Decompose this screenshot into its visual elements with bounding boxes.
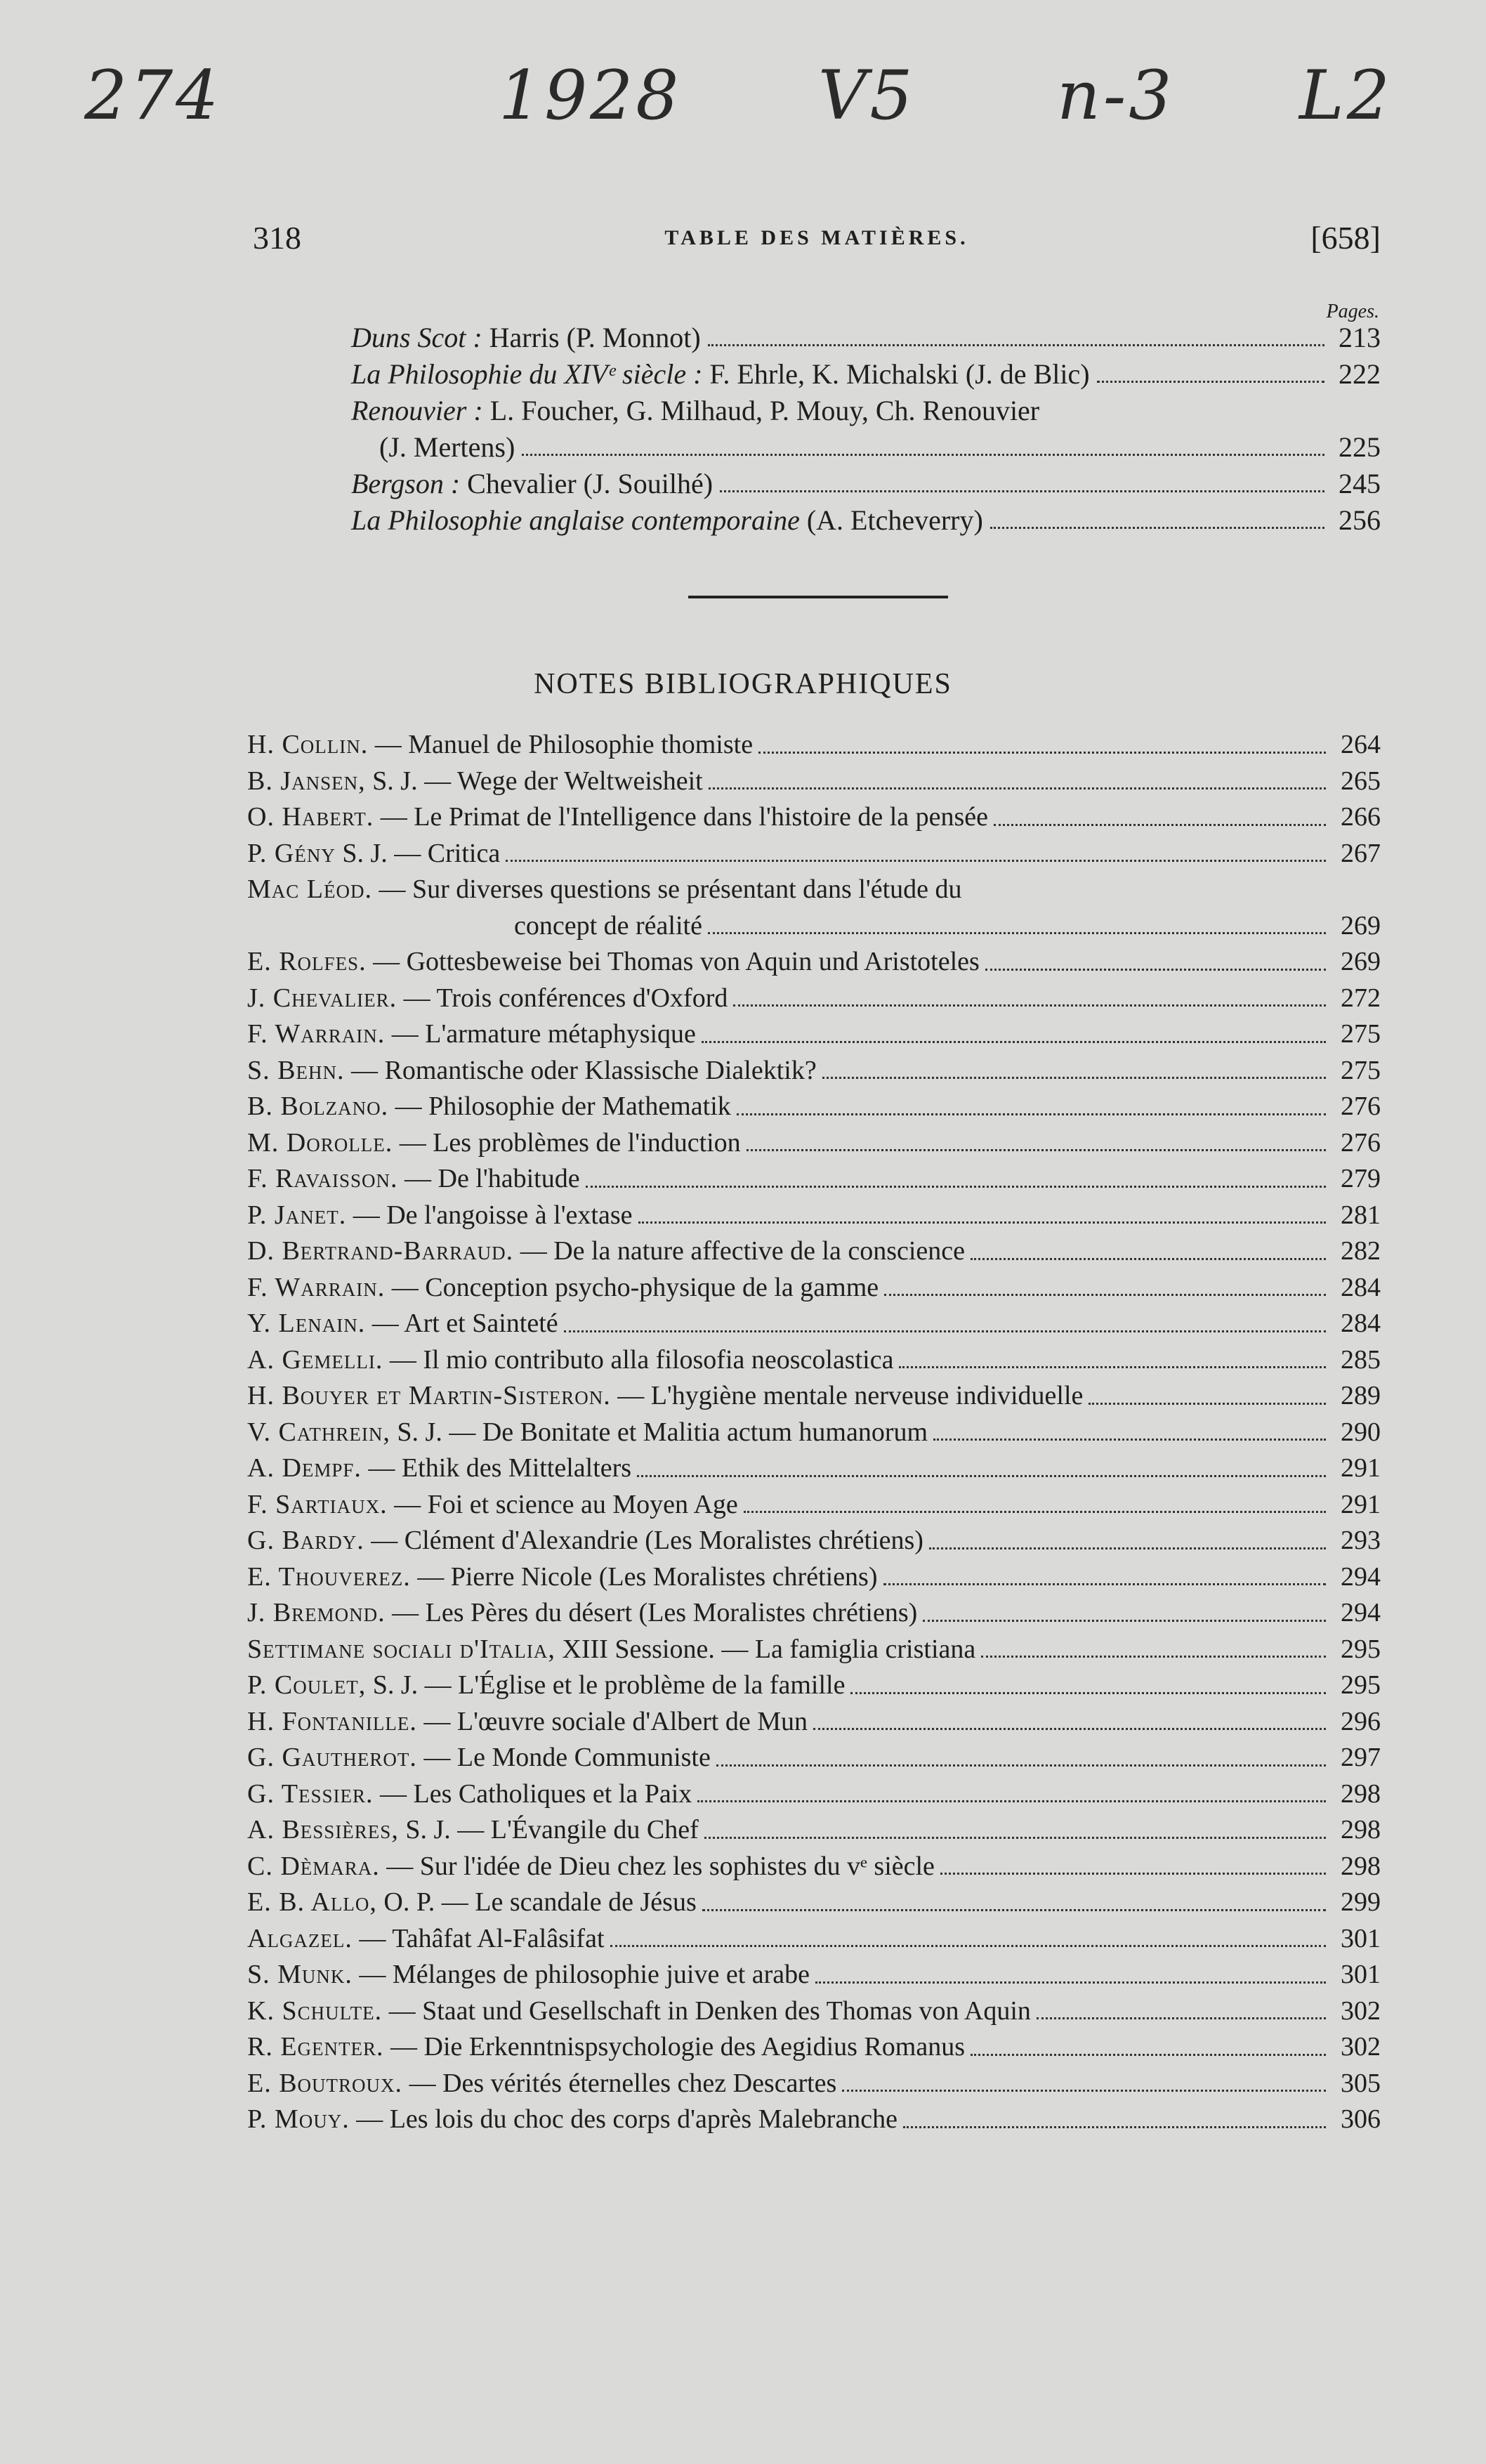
note-entry xyxy=(247,764,1381,800)
dot-leader xyxy=(929,1547,1326,1549)
note-entry xyxy=(247,1198,1381,1234)
note-page: 295 xyxy=(1341,1634,1381,1664)
note-text xyxy=(247,2066,836,2102)
note-author: Mac Léod. xyxy=(247,874,372,904)
note-author: H. Collin. xyxy=(247,730,369,759)
note-title: S. J. — Wege der Weltweisheit xyxy=(365,766,703,796)
dot-leader xyxy=(933,1439,1326,1441)
note-title: — Manuel de Philosophie thomiste xyxy=(368,730,754,759)
note-title: — Trois conférences d'Oxford xyxy=(397,983,728,1013)
notes-list xyxy=(247,727,1381,2138)
note-title: — Clément d'Alexandrie (Les Moralistes chrétiens) xyxy=(364,1526,923,1555)
entry-text: L. Foucher, G. Milhaud, P. Mouy, Ch. Renouvier xyxy=(482,395,1040,426)
note-text xyxy=(247,1885,697,1921)
note-page: 289 xyxy=(1341,1381,1381,1410)
entry-subject: La Philosophie anglaise contemporaine xyxy=(351,504,800,536)
note-entry xyxy=(247,1776,1381,1813)
note-entry xyxy=(247,1523,1381,1559)
dot-leader xyxy=(940,1873,1326,1875)
dot-leader xyxy=(610,1945,1326,1947)
note-title: — Mélanges de philosophie juive et arabe xyxy=(352,1960,810,1989)
note-page: 267 xyxy=(1341,838,1381,868)
note-page: 276 xyxy=(1341,1092,1381,1121)
dot-leader xyxy=(637,1475,1326,1477)
dot-leader xyxy=(697,1800,1326,1802)
note-entry xyxy=(247,2102,1381,2138)
entry-page: 213 xyxy=(1339,322,1381,353)
note-entry xyxy=(247,1632,1381,1668)
note-author: H. Bouyer et Martin-Sisteron. xyxy=(247,1381,611,1410)
note-text xyxy=(247,1270,879,1306)
note-entry xyxy=(247,1595,1381,1632)
note-author: P. Janet. xyxy=(247,1200,347,1230)
note-entry xyxy=(247,1270,1381,1306)
note-author: C. Dèmara. xyxy=(247,1851,380,1881)
note-title: — Sur l'idée de Dieu chez les sophistes du vᵉ siècle xyxy=(379,1851,935,1881)
note-text xyxy=(247,1632,975,1668)
entry-page: 225 xyxy=(1339,431,1381,463)
note-title: — Conception psycho-physique de la gamme xyxy=(385,1272,879,1302)
entry-text: Chevalier (J. Souilhé) xyxy=(460,468,714,499)
entry-subject: Renouvier : xyxy=(351,395,483,426)
note-page: 282 xyxy=(1341,1236,1381,1266)
note-author: Settimane sociali d'Italia, xyxy=(247,1634,555,1664)
dot-leader xyxy=(903,2126,1326,2128)
contents-entry xyxy=(351,502,1381,539)
note-title: — Pierre Nicole (Les Moralistes chrétiens) xyxy=(410,1561,878,1592)
note-title: — Gottesbeweise bei Thomas von Aquin und Aristoteles xyxy=(366,947,980,976)
note-text xyxy=(247,1957,810,1993)
dot-leader xyxy=(883,1583,1327,1585)
note-author: M. Dorolle. xyxy=(247,1127,393,1158)
note-author: F. Sartiaux. xyxy=(247,1489,388,1519)
dot-leader xyxy=(716,1764,1326,1767)
note-page: 306 xyxy=(1341,2104,1381,2134)
dot-leader xyxy=(1097,381,1324,383)
note-title: — Il mio contributo alla filosofia neoscolastica xyxy=(383,1344,894,1375)
note-title: — Les problèmes de l'induction xyxy=(393,1127,741,1158)
note-author: K. Schulte. xyxy=(247,1996,383,2026)
dot-leader xyxy=(813,1728,1326,1730)
note-text xyxy=(247,1812,699,1849)
note-title: S. J. — L'Église et le problème de la famille xyxy=(366,1670,846,1700)
note-author: G. Bardy. xyxy=(247,1526,364,1555)
note-text xyxy=(247,1487,738,1523)
note-author: H. Fontanille. xyxy=(247,1706,417,1736)
note-title: S. J. — De Bonitate et Malitia actum humanorum xyxy=(390,1417,928,1447)
note-text xyxy=(247,764,703,800)
note-text xyxy=(247,1993,1031,2030)
note-entry xyxy=(247,1450,1381,1487)
entry-page: 256 xyxy=(1339,504,1381,536)
handwritten-note: 1928 xyxy=(499,56,682,135)
note-text xyxy=(247,1198,633,1234)
note-page: 293 xyxy=(1341,1526,1381,1555)
dot-leader xyxy=(747,1149,1326,1151)
contents-entry xyxy=(351,466,1381,502)
handwritten-note: L2 xyxy=(1299,56,1393,135)
note-title: — Le Monde Communiste xyxy=(416,1743,711,1772)
note-page: 266 xyxy=(1341,802,1381,832)
note-author: G. Tessier. xyxy=(247,1778,374,1809)
note-page: 294 xyxy=(1341,1598,1381,1627)
note-author: B. Jansen, xyxy=(247,766,366,796)
dot-leader xyxy=(708,344,1324,346)
contents-list xyxy=(351,320,1381,539)
note-entry xyxy=(247,872,1381,944)
note-author: D. Bertrand-Barraud. xyxy=(247,1236,514,1266)
note-text xyxy=(247,1415,928,1451)
note-entry xyxy=(247,727,1381,764)
entry-subject: Duns Scot : xyxy=(351,322,482,353)
note-title: — L'armature métaphysique xyxy=(385,1019,696,1049)
note-text xyxy=(247,1450,631,1487)
note-entry xyxy=(247,1415,1381,1451)
dot-leader xyxy=(506,860,1326,862)
note-entry xyxy=(247,1016,1381,1053)
page-number-left: 318 xyxy=(253,220,301,256)
contents-entry xyxy=(351,393,1381,466)
note-text xyxy=(247,1740,711,1776)
dot-leader xyxy=(884,1294,1326,1296)
entry-continuation: (J. Mertens) xyxy=(379,431,515,463)
note-title: — Les Pères du désert (Les Moralistes chrétiens) xyxy=(385,1598,918,1627)
note-title: — Les Catholiques et la Paix xyxy=(373,1778,692,1809)
note-author: P. Mouy. xyxy=(247,2104,350,2134)
note-page: 297 xyxy=(1341,1743,1381,1772)
note-page: 272 xyxy=(1341,983,1381,1013)
dot-leader xyxy=(708,932,1326,934)
note-title: O. P. — Le scandale de Jésus xyxy=(376,1887,697,1917)
note-page: 275 xyxy=(1341,1019,1381,1049)
note-author: Y. Lenain. xyxy=(247,1309,366,1338)
note-text xyxy=(247,2029,965,2066)
note-second-line xyxy=(247,908,1381,945)
note-text xyxy=(247,1306,558,1342)
dot-leader xyxy=(971,1258,1326,1260)
running-header xyxy=(253,219,1381,268)
note-author: F. Warrain. xyxy=(247,1019,386,1049)
note-entry xyxy=(247,836,1381,872)
note-entry xyxy=(247,1812,1381,1849)
dot-leader xyxy=(709,787,1326,789)
note-author: P. Coulet, xyxy=(247,1670,367,1700)
dot-leader xyxy=(586,1186,1326,1188)
dot-leader xyxy=(522,454,1324,456)
entry-page: 245 xyxy=(1339,468,1381,499)
note-entry xyxy=(247,1125,1381,1162)
note-author: E. Boutroux. xyxy=(247,2068,403,2098)
note-title: XIII Sessione. — La famiglia cristiana xyxy=(555,1634,976,1664)
note-author: J. Chevalier. xyxy=(247,983,397,1013)
dot-leader xyxy=(704,1837,1326,1839)
note-text xyxy=(247,1161,580,1198)
dot-leader xyxy=(971,2054,1326,2056)
entry-text: Harris (P. Monnot) xyxy=(482,322,701,353)
note-title: S. J. — Critica xyxy=(335,838,501,868)
note-entry xyxy=(247,944,1381,981)
note-title: — De l'angoisse à l'extase xyxy=(346,1200,633,1230)
note-text xyxy=(247,1016,696,1053)
note-text xyxy=(247,1233,965,1270)
note-page: 276 xyxy=(1341,1127,1381,1158)
note-page: 301 xyxy=(1341,1960,1381,1989)
note-entry xyxy=(247,1053,1381,1089)
dot-leader xyxy=(923,1620,1326,1622)
note-page: 269 xyxy=(1341,910,1381,941)
note-title: — Tahâfat Al-Falâsifat xyxy=(352,1923,605,1953)
dot-leader xyxy=(842,2090,1326,2092)
note-title: — L'œuvre sociale d'Albert de Mun xyxy=(416,1706,808,1736)
note-author: A. Gemelli. xyxy=(247,1344,383,1375)
note-page: 296 xyxy=(1341,1706,1381,1736)
dot-leader xyxy=(899,1366,1326,1368)
note-entry xyxy=(247,1378,1381,1415)
dot-leader xyxy=(1089,1403,1326,1405)
note-text xyxy=(247,1125,741,1162)
note-page: 279 xyxy=(1341,1164,1381,1193)
note-entry xyxy=(247,1885,1381,1921)
note-title: — Philosophie der Mathematik xyxy=(388,1092,731,1121)
note-page: 298 xyxy=(1341,1778,1381,1809)
note-author: A. Dempf. xyxy=(247,1453,362,1483)
note-text xyxy=(247,1704,808,1741)
note-text xyxy=(247,2102,897,2138)
note-entry xyxy=(247,1559,1381,1596)
note-entry xyxy=(247,2029,1381,2066)
note-author: E. Rolfes. xyxy=(247,947,367,976)
note-entry xyxy=(247,799,1381,836)
note-title: — Ethik des Mittelalters xyxy=(361,1453,632,1483)
handwritten-note: n-3 xyxy=(1057,56,1175,135)
note-author: G. Gautherot. xyxy=(247,1743,417,1772)
note-page: 305 xyxy=(1341,2068,1381,2098)
note-title: — De l'habitude xyxy=(397,1164,580,1193)
note-continuation: concept de réalité xyxy=(514,910,702,941)
note-entry xyxy=(247,1342,1381,1379)
note-author: Algazel. xyxy=(247,1923,353,1953)
note-title: — Le Primat de l'Intelligence dans l'histoire de la pensée xyxy=(374,802,989,832)
contents-entry xyxy=(351,320,1381,356)
note-first-line xyxy=(247,872,1381,908)
note-page: 298 xyxy=(1341,1851,1381,1881)
note-entry xyxy=(247,1306,1381,1342)
dot-leader xyxy=(638,1221,1327,1224)
note-page: 291 xyxy=(1341,1489,1381,1519)
note-title: — Staat und Gesellschaft in Denken des Thomas von Aquin xyxy=(382,1996,1031,2026)
note-page: 281 xyxy=(1341,1200,1381,1230)
dot-leader xyxy=(564,1330,1326,1332)
note-page: 299 xyxy=(1341,1887,1381,1917)
note-page: 269 xyxy=(1341,947,1381,976)
note-title: — Des vérités éternelles chez Descartes xyxy=(402,2068,837,2098)
note-text xyxy=(247,836,500,872)
pages-label: Pages. xyxy=(1326,301,1379,322)
note-entry xyxy=(247,1849,1381,1885)
note-text xyxy=(247,981,728,1017)
dot-leader xyxy=(737,1113,1326,1115)
note-text xyxy=(247,727,753,764)
dot-leader xyxy=(720,490,1324,492)
note-entry xyxy=(247,981,1381,1017)
note-text xyxy=(247,1089,731,1125)
note-author: F. Warrain. xyxy=(247,1272,386,1302)
dot-leader xyxy=(758,752,1326,754)
note-text xyxy=(247,1849,935,1885)
entry-page: 222 xyxy=(1339,358,1381,390)
note-entry xyxy=(247,1740,1381,1776)
note-title: — Les lois du choc des corps d'après Malebranche xyxy=(349,2104,898,2134)
dot-leader xyxy=(822,1077,1326,1079)
note-entry xyxy=(247,1704,1381,1741)
entry-subject: La Philosophie du XIVᵉ siècle : xyxy=(351,358,703,390)
dot-leader xyxy=(1037,2017,1326,2019)
handwritten-note: 274 xyxy=(84,56,222,135)
entry-text: F. Ehrle, K. Michalski (J. de Blic) xyxy=(702,358,1090,390)
note-page: 302 xyxy=(1341,2032,1381,2062)
note-entry xyxy=(247,1921,1381,1958)
dot-leader xyxy=(981,1656,1326,1658)
note-page: 284 xyxy=(1341,1272,1381,1302)
note-entry xyxy=(247,2066,1381,2102)
note-text xyxy=(247,1776,692,1813)
dot-leader xyxy=(985,969,1326,971)
page-number-right: [658] xyxy=(1310,220,1381,256)
note-author: F. Ravaisson. xyxy=(247,1164,398,1193)
note-page: 302 xyxy=(1341,1996,1381,2026)
note-title: — Sur diverses questions se présentant dans l'étude du xyxy=(372,874,962,904)
dot-leader xyxy=(850,1692,1326,1694)
note-page: 294 xyxy=(1341,1561,1381,1592)
note-text xyxy=(247,944,980,981)
note-text xyxy=(247,1378,1083,1415)
note-author: B. Bolzano. xyxy=(247,1092,389,1121)
note-author: S. Behn. xyxy=(247,1055,345,1085)
note-entry xyxy=(247,1233,1381,1270)
note-text xyxy=(247,1342,893,1379)
dot-leader xyxy=(733,1004,1326,1007)
note-page: 290 xyxy=(1341,1417,1381,1447)
dot-leader xyxy=(990,527,1324,529)
note-author: P. Gény xyxy=(247,838,336,868)
note-author: R. Egenter. xyxy=(247,2032,384,2062)
dot-leader xyxy=(994,824,1326,826)
note-page: 284 xyxy=(1341,1309,1381,1338)
note-entry xyxy=(247,1161,1381,1198)
entry-text: (A. Etcheverry) xyxy=(799,504,983,536)
note-title: — Romantische oder Klassische Dialektik? xyxy=(344,1055,817,1085)
note-author: V. Cathrein, xyxy=(247,1417,390,1447)
note-title: S. J. — L'Évangile du Chef xyxy=(398,1815,699,1844)
section-title: NOTES BIBLIOGRAPHIQUES xyxy=(534,668,952,700)
note-author: A. Bessières, xyxy=(247,1815,399,1844)
note-page: 291 xyxy=(1341,1453,1381,1483)
note-author: S. Munk. xyxy=(247,1960,353,1989)
note-author: E. B. Allo, xyxy=(247,1887,377,1917)
note-page: 298 xyxy=(1341,1815,1381,1844)
note-entry xyxy=(247,1667,1381,1704)
handwritten-note: V5 xyxy=(818,56,916,135)
note-page: 264 xyxy=(1341,730,1381,759)
note-page: 301 xyxy=(1341,1923,1381,1953)
note-text xyxy=(247,1595,917,1632)
note-text xyxy=(247,799,988,836)
note-text xyxy=(247,1667,845,1704)
dot-leader xyxy=(815,1981,1326,1984)
note-author: J. Bremond. xyxy=(247,1598,386,1627)
note-title: — Foi et science au Moyen Age xyxy=(387,1489,738,1519)
note-author: E. Thouverez. xyxy=(247,1561,411,1592)
note-text xyxy=(247,1523,923,1559)
note-entry xyxy=(247,1957,1381,1993)
dot-leader xyxy=(744,1511,1326,1513)
note-title: — De la nature affective de la conscience xyxy=(513,1236,966,1266)
section-divider xyxy=(688,596,948,598)
dot-leader xyxy=(702,1909,1326,1911)
note-entry xyxy=(247,1089,1381,1125)
note-page: 295 xyxy=(1341,1670,1381,1700)
entry-subject: Bergson : xyxy=(351,468,461,499)
note-text xyxy=(247,1053,817,1089)
note-text xyxy=(247,1559,878,1596)
note-page: 285 xyxy=(1341,1344,1381,1375)
note-author: O. Habert. xyxy=(247,802,374,832)
contents-entry xyxy=(351,356,1381,393)
note-title: — Die Erkenntnispsychologie des Aegidius Romanus xyxy=(383,2032,966,2062)
note-entry xyxy=(247,1487,1381,1523)
running-title: TABLE DES MATIÈRES. xyxy=(664,226,969,249)
note-page: 275 xyxy=(1341,1055,1381,1085)
note-page: 265 xyxy=(1341,766,1381,796)
note-text xyxy=(247,1921,605,1958)
note-title: — Art et Sainteté xyxy=(365,1309,558,1338)
dot-leader xyxy=(702,1041,1326,1043)
note-title: — L'hygiène mentale nerveuse individuelle xyxy=(610,1381,1084,1410)
note-entry xyxy=(247,1993,1381,2030)
